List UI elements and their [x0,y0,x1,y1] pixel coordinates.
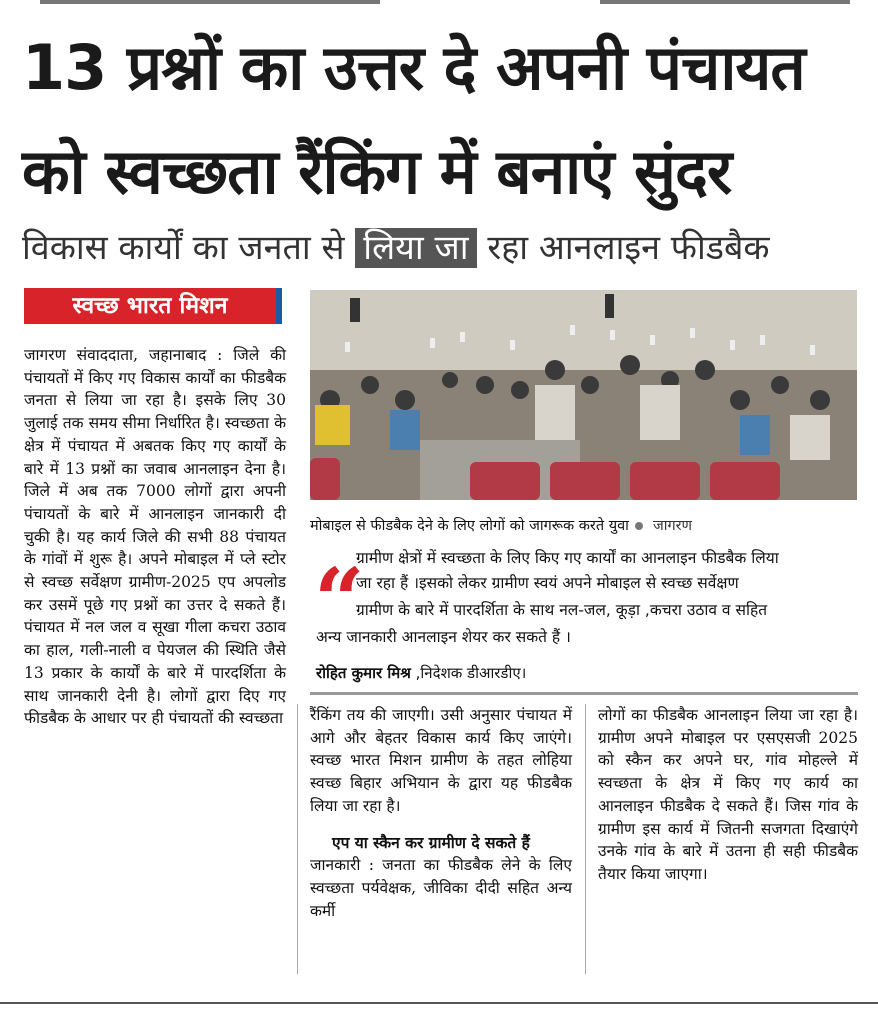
photo-credit: जागरण [652,518,693,534]
article-column-1 [24,344,286,730]
headline-line-1: 13 प्रश्नों का उत्तर दे अपनी पंचायत [22,31,805,104]
bottom-divider [0,1002,878,1004]
photo-caption [310,516,692,536]
column-3-text: लोगों का फीडबैक आनलाइन लिया जा रहा है। ग्रामीण अपने मोबाइल पर एसएसजी 2025 को स्कैन कर अपने घर, गांव मोहल्ले में स्वच्छता के क्षेत्र में किए गए कार्य का आनलाइन फीडबैक दे सकते हैं। जिस गांव के ग्रामीण इस कार्य में जितनी सजगता दिखाएंगे उनके गांव के बारे में उतना ही सही फीडबैक तैयार किया जाएगा। [598,706,858,883]
subheadline-part-2: रहा आनलाइन फीडबैक [476,228,770,268]
column-2-paragraph-2: जानकारी : जनता का फीडबैक लेने के लिए स्वच्छता पर्यवेक्षक, जीविका दीदी सहित अन्य कर्मी [310,856,572,920]
column-2-paragraph-1: रैंकिंग तय की जाएगी। उसी अनुसार पंचायत में आगे और बेहतर विकास कार्य किए जाएंगे। स्वच्छ भारत मिशन ग्रामीण के तहत लोहिया स्वच्छ बिहार अभियान के द्वारा यह फीडबैक लिया जा रहा है। [310,706,572,815]
column-1-text: जागरण संवाददाता, जहानाबाद : जिले की पंचायतों में किए गए विकास कार्यों का फीडबैक जनता से लिया जा रहा है। इसके लिए 30 जुलाई तक समय सीमा निर्धारित है। स्वच्छता के क्षेत्र में पंचायत में अबतक किए गए कार्यों के बारे में 13 प्रश्नों का जवाब आनलाइन देना है। जिले में अब तक 7000 लोगों द्वारा अपनी पंचायतों के बारे में आनलाइन जानकारी दी चुकी है। यह कार्य जिले की सभी 88 पंचायत के गांवों में शुरू है। अपने मोबाइल में प्ले स्टोर से स्वच्छ सर्वेक्षण ग्रामीण-2025 एप अपलोड कर उसमें पूछे गए प्रश्नों का उत्तर दे सकते हैं। पंचायत में नल जल व सूखा गीला कचरा उठाव का हाल, गली-नाली व पेयजल की स्थिति जैसे 13 प्रकार के कार्यों के बारे में पारदर्शिता के साथ जानकारी देनी है। लोगों द्वारा दिए गए फीडबैक के आधार पर ही पंचायतों की स्वच्छता [24,346,286,728]
bullet-icon [635,522,643,530]
column-divider-2 [585,704,586,974]
quote-line-2: जा रहा हैं ।इसको लेकर ग्रामीण स्वयं अपने मोबाइल से स्वच्छ सर्वेक्षण [356,574,739,592]
section-tag: स्वच्छ भारत मिशन [24,288,282,324]
subheadline-highlight: लिया जा [355,228,476,268]
quote-designation: ,निदेशक डीआरडीए। [410,664,527,682]
section-divider [310,692,858,695]
article-column-2 [310,704,572,922]
classroom-photo-illustration [310,290,857,500]
article-column-3 [598,704,858,886]
caption-text: मोबाइल से फीडबैक देने के लिए लोगों को जागरूक करते युवा [310,518,629,534]
quote-byline [316,662,526,684]
subheadline-part-1: विकास कार्यों का जनता से [22,228,356,268]
subheadline [22,224,769,272]
quote-mark-icon: “ [314,548,365,652]
cropped-top-text [0,0,878,10]
column-2-subheading: एप या स्कैन कर ग्रामीण दे सकते हैं [332,832,530,852]
headline-line-2: को स्वच्छता रैंकिंग में बनाएं सुंदर [22,135,732,208]
quote-line-1: ग्रामीण क्षेत्रों में स्वच्छता के लिए किए गए कार्यों का आनलाइन फीडबैक लिया [356,549,779,567]
quote-line-4: अन्य जानकारी आनलाइन शेयर कर सकते हैं । [316,628,571,646]
quote-author: रोहित कुमार मिश्र [316,664,411,682]
column-divider-1 [297,704,298,974]
news-photo [310,290,857,500]
quote-line-3: ग्रामीण के बारे में पारदर्शिता के साथ नल-जल, कूड़ा ,कचरा उठाव व सहित [356,601,768,619]
